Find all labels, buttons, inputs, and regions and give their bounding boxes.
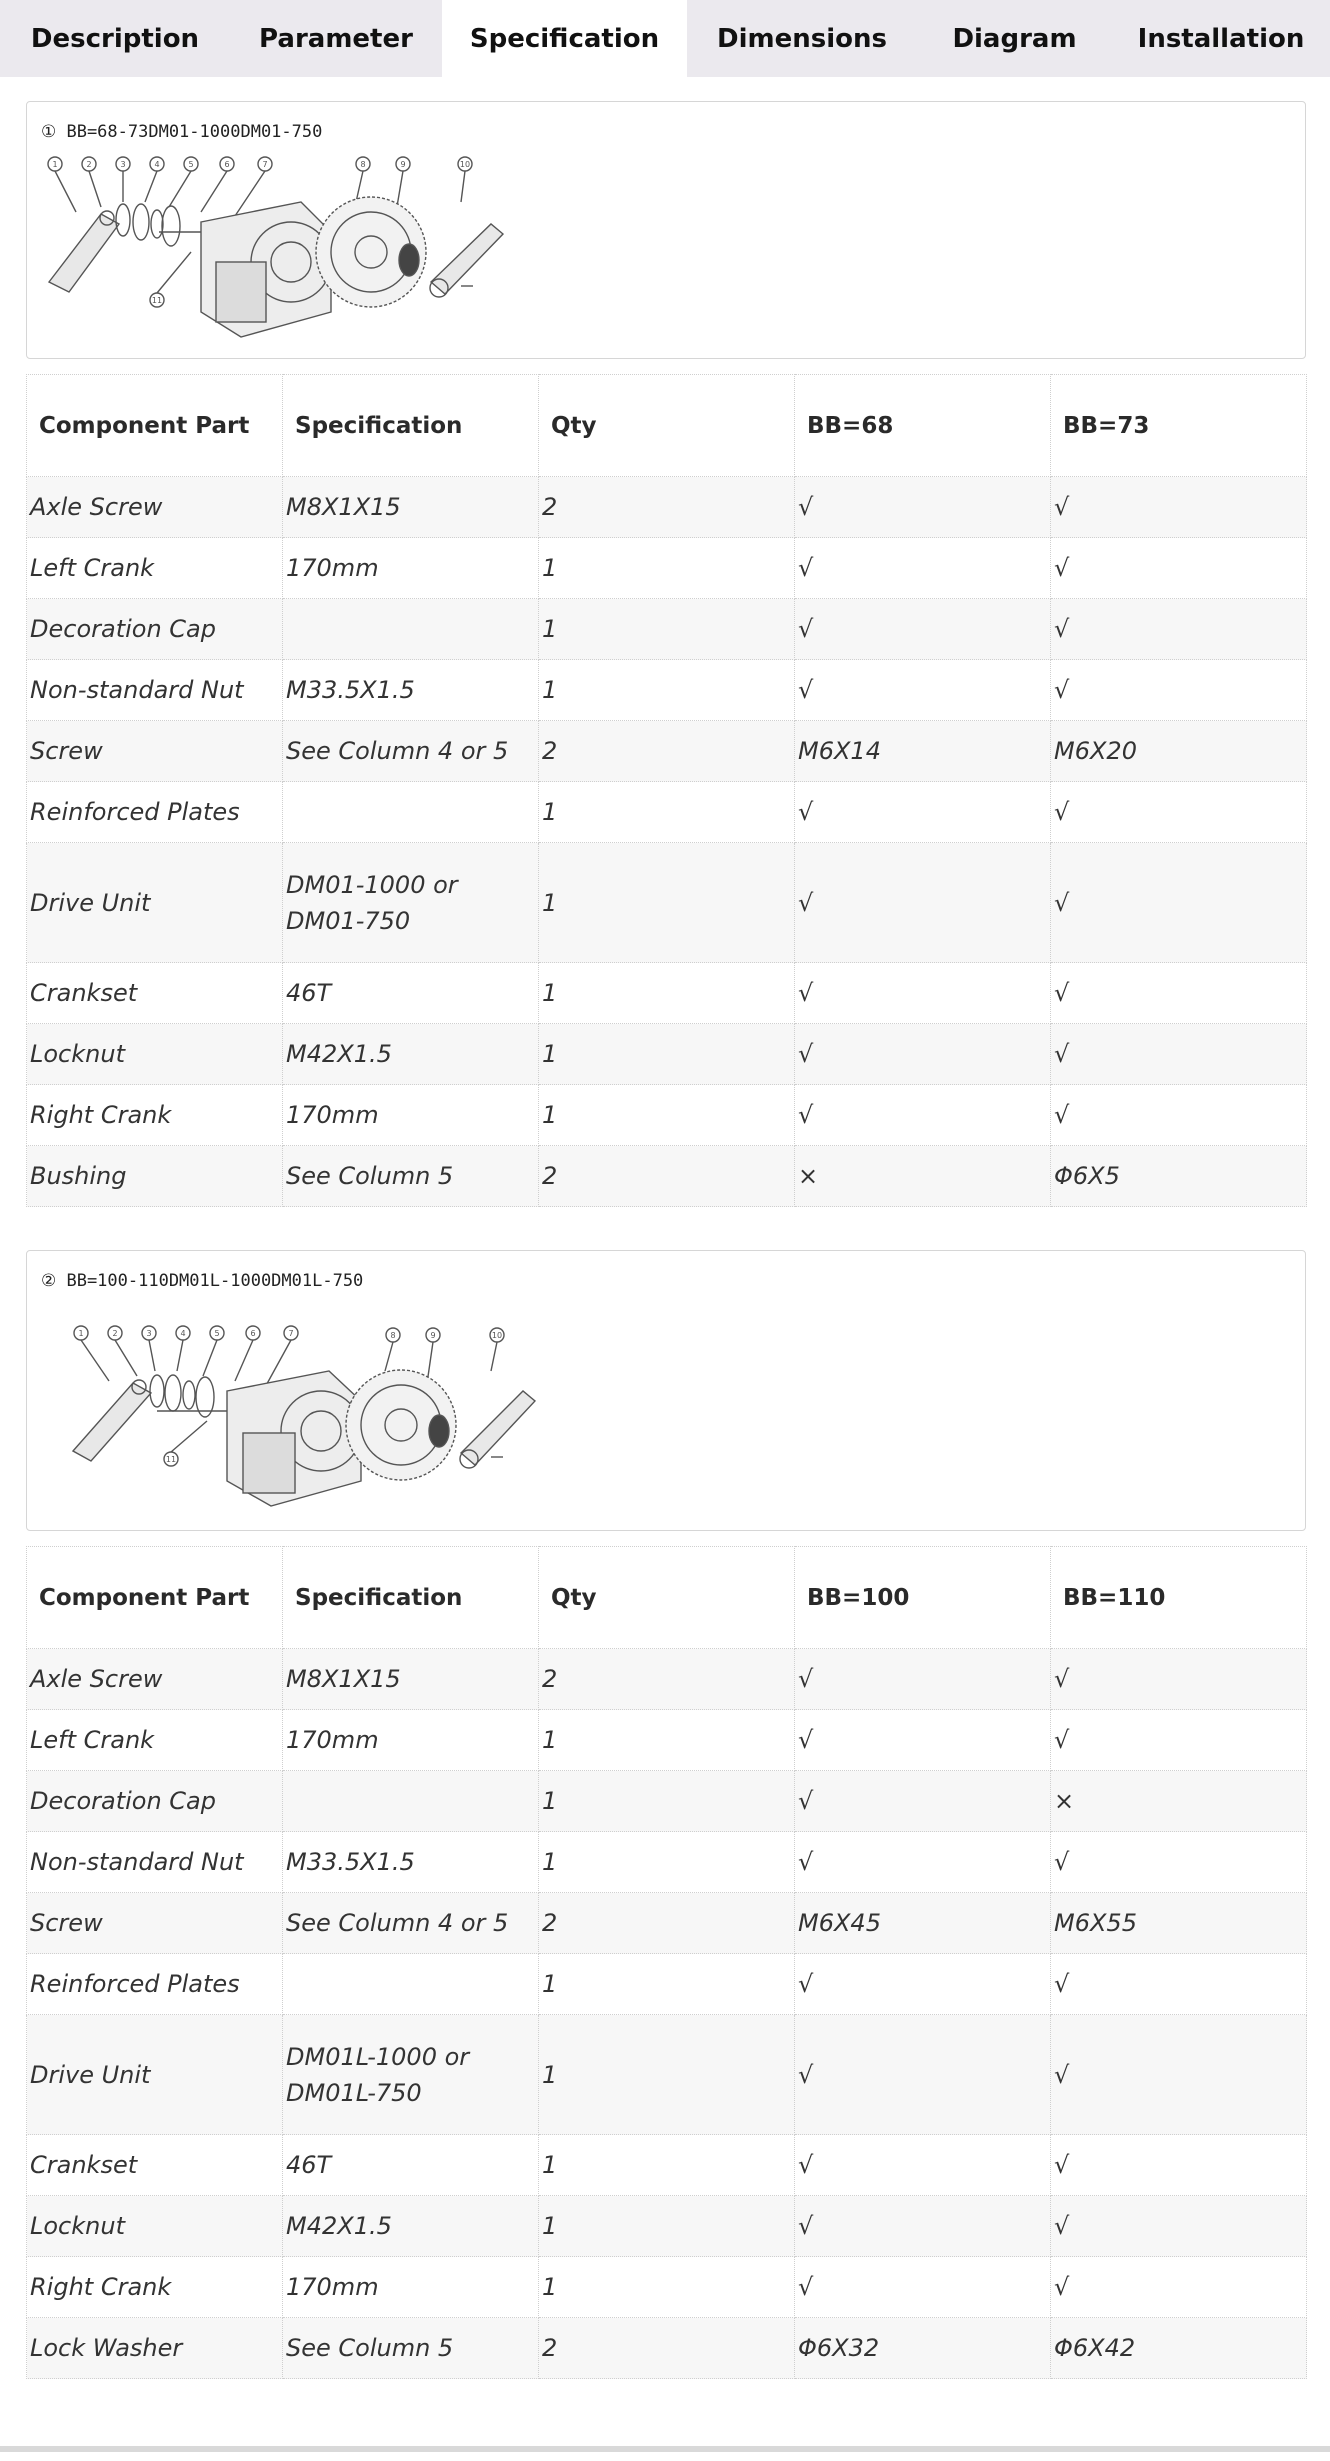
table-cell: Crankset — [27, 963, 283, 1024]
table-cell: × — [795, 1146, 1051, 1207]
tab-specification[interactable]: Specification — [442, 0, 687, 77]
table-cell: √ — [1051, 1024, 1307, 1085]
table-cell: M6X20 — [1051, 721, 1307, 782]
table-cell: √ — [1051, 599, 1307, 660]
table-cell: √ — [795, 660, 1051, 721]
table-cell: Φ6X5 — [1051, 1146, 1307, 1207]
table-cell: Decoration Cap — [27, 599, 283, 660]
table-cell: 1 — [539, 2015, 795, 2135]
table-cell: See Column 4 or 5 — [283, 1893, 539, 1954]
table-row — [27, 963, 1307, 1024]
table-cell: Lock Washer — [27, 2318, 283, 2379]
table-cell: √ — [1051, 660, 1307, 721]
table-cell: √ — [795, 1710, 1051, 1771]
table-cell: √ — [1051, 477, 1307, 538]
table-cell: Non-standard Nut — [27, 1832, 283, 1893]
table-row — [27, 1085, 1307, 1146]
table-cell: √ — [795, 1832, 1051, 1893]
table-cell: M6X14 — [795, 721, 1051, 782]
column-header: Qty — [539, 375, 795, 477]
table-cell: √ — [795, 843, 1051, 963]
table-cell: √ — [1051, 2257, 1307, 2318]
tab-parameter[interactable]: Parameter — [259, 23, 413, 54]
table-cell — [283, 1954, 539, 2015]
table-cell: √ — [1051, 2196, 1307, 2257]
table-cell: See Column 5 — [283, 2318, 539, 2379]
table-cell: Φ6X42 — [1051, 2318, 1307, 2379]
table-cell: Locknut — [27, 2196, 283, 2257]
table-cell: √ — [795, 2196, 1051, 2257]
table-cell: √ — [1051, 1954, 1307, 2015]
table-cell: 1 — [539, 1085, 795, 1146]
callout-number: 3 — [146, 1329, 152, 1338]
table-cell: 1 — [539, 599, 795, 660]
table-cell: 170mm — [283, 1710, 539, 1771]
tab-bar — [0, 0, 1330, 77]
table-cell: 2 — [539, 1146, 795, 1207]
callout-number: 11 — [165, 1455, 177, 1464]
table-cell: Axle Screw — [27, 1649, 283, 1710]
table-cell: See Column 4 or 5 — [283, 721, 539, 782]
table-row — [27, 538, 1307, 599]
table-cell: 1 — [539, 1771, 795, 1832]
callout-number: 11 — [151, 296, 163, 305]
table-cell: √ — [795, 538, 1051, 599]
table-cell: √ — [795, 2135, 1051, 2196]
callout-number: 2 — [86, 160, 92, 169]
table-row — [27, 660, 1307, 721]
table-cell: M42X1.5 — [283, 2196, 539, 2257]
table-row — [27, 2196, 1307, 2257]
table-cell: √ — [1051, 1085, 1307, 1146]
callout-number: 5 — [214, 1329, 220, 1338]
table-cell: 170mm — [283, 2257, 539, 2318]
table-cell: 46T — [283, 963, 539, 1024]
table-cell: × — [1051, 1771, 1307, 1832]
table-cell: Screw — [27, 1893, 283, 1954]
tab-installation[interactable]: Installation — [1137, 23, 1305, 54]
table-cell: 1 — [539, 843, 795, 963]
callout-number: 7 — [288, 1329, 294, 1338]
table-cell: √ — [1051, 843, 1307, 963]
table-row — [27, 477, 1307, 538]
table-cell: Left Crank — [27, 538, 283, 599]
table-cell: 1 — [539, 1832, 795, 1893]
table-cell: √ — [795, 1954, 1051, 2015]
table-cell: Reinforced Plates — [27, 1954, 283, 2015]
table-cell: Bushing — [27, 1146, 283, 1207]
table-cell: 1 — [539, 2257, 795, 2318]
diagram-title-1: ① BB=68-73DM01-1000DM01-750 — [41, 122, 323, 142]
table-row — [27, 2015, 1307, 2135]
table-row — [27, 2257, 1307, 2318]
callout-number: 8 — [360, 160, 366, 169]
table-cell: √ — [795, 1085, 1051, 1146]
callout-number: 7 — [262, 160, 268, 169]
table-cell: M6X55 — [1051, 1893, 1307, 1954]
callout-number: 9 — [400, 160, 406, 169]
table-cell: 2 — [539, 1893, 795, 1954]
table-cell: DM01L-1000 or DM01L-750 — [283, 2015, 539, 2135]
column-header: BB=100 — [795, 1547, 1051, 1649]
table-header-row — [27, 375, 1307, 477]
table-cell: √ — [795, 1649, 1051, 1710]
callout-number: 4 — [180, 1329, 186, 1338]
table-cell: √ — [795, 477, 1051, 538]
table-cell: √ — [795, 963, 1051, 1024]
table-row — [27, 1649, 1307, 1710]
table-row — [27, 782, 1307, 843]
callout-number: 6 — [250, 1329, 256, 1338]
table-cell — [283, 782, 539, 843]
table-row — [27, 843, 1307, 963]
table-cell: 1 — [539, 1954, 795, 2015]
callout-number: 5 — [188, 160, 194, 169]
table-cell: M6X45 — [795, 1893, 1051, 1954]
diagram-box-1 — [26, 101, 1306, 359]
table-row — [27, 1832, 1307, 1893]
table-cell: √ — [795, 782, 1051, 843]
table-row — [27, 1771, 1307, 1832]
table-row — [27, 1146, 1307, 1207]
table-cell — [283, 599, 539, 660]
table-cell: √ — [795, 1771, 1051, 1832]
table-row — [27, 721, 1307, 782]
table-cell: 2 — [539, 1649, 795, 1710]
tab-dimensions[interactable]: Dimensions — [717, 23, 887, 54]
table-row — [27, 2318, 1307, 2379]
table-cell: Drive Unit — [27, 2015, 283, 2135]
table-cell: 2 — [539, 2318, 795, 2379]
table-cell: 1 — [539, 538, 795, 599]
table-row — [27, 599, 1307, 660]
table-cell: See Column 5 — [283, 1146, 539, 1207]
table-cell: √ — [795, 1024, 1051, 1085]
callout-number: 8 — [390, 1331, 396, 1340]
table-header-row — [27, 1547, 1307, 1649]
exploded-diagram-1 — [41, 152, 521, 352]
table-cell: √ — [1051, 2135, 1307, 2196]
table-cell: 170mm — [283, 538, 539, 599]
table-cell: √ — [1051, 963, 1307, 1024]
table-cell: √ — [1051, 1649, 1307, 1710]
column-header: Component Part — [27, 375, 283, 477]
table-cell: 1 — [539, 782, 795, 843]
spec-table-2 — [26, 1546, 1307, 2379]
column-header: Component Part — [27, 1547, 283, 1649]
callout-number: 1 — [78, 1329, 84, 1338]
table-cell: √ — [1051, 1832, 1307, 1893]
table-cell: 1 — [539, 660, 795, 721]
table-cell: 170mm — [283, 1085, 539, 1146]
table-row — [27, 1954, 1307, 2015]
table-cell: Crankset — [27, 2135, 283, 2196]
table-cell: Decoration Cap — [27, 1771, 283, 1832]
table-cell: 1 — [539, 963, 795, 1024]
table-cell: Drive Unit — [27, 843, 283, 963]
callout-number: 1 — [52, 160, 58, 169]
table-cell: Right Crank — [27, 2257, 283, 2318]
exploded-diagram-2 — [67, 1321, 557, 1521]
table-cell: Axle Screw — [27, 477, 283, 538]
callout-number: 10 — [459, 160, 471, 169]
callout-number: 10 — [491, 1331, 503, 1340]
table-cell: √ — [795, 2257, 1051, 2318]
column-header: BB=73 — [1051, 375, 1307, 477]
table-cell: Right Crank — [27, 1085, 283, 1146]
column-header: BB=110 — [1051, 1547, 1307, 1649]
table-cell: 2 — [539, 477, 795, 538]
tab-diagram[interactable]: Diagram — [952, 23, 1077, 54]
diagram-title-2: ② BB=100-110DM01L-1000DM01L-750 — [41, 1271, 364, 1291]
table-cell: Screw — [27, 721, 283, 782]
diagram-box-2 — [26, 1250, 1306, 1531]
table-cell: √ — [795, 2015, 1051, 2135]
table-cell: 1 — [539, 1710, 795, 1771]
table-cell: Locknut — [27, 1024, 283, 1085]
table-row — [27, 1893, 1307, 1954]
column-header: BB=68 — [795, 375, 1051, 477]
spec-table-1 — [26, 374, 1307, 1207]
table-cell: √ — [1051, 2015, 1307, 2135]
table-cell: 1 — [539, 2135, 795, 2196]
column-header: Qty — [539, 1547, 795, 1649]
table-cell: 1 — [539, 2196, 795, 2257]
table-cell: 2 — [539, 721, 795, 782]
table-cell: DM01-1000 or DM01-750 — [283, 843, 539, 963]
table-cell: M33.5X1.5 — [283, 660, 539, 721]
table-cell: 46T — [283, 2135, 539, 2196]
table-cell: M33.5X1.5 — [283, 1832, 539, 1893]
table-cell: 1 — [539, 1024, 795, 1085]
table-row — [27, 2135, 1307, 2196]
table-row — [27, 1024, 1307, 1085]
table-cell: √ — [1051, 538, 1307, 599]
table-row — [27, 1710, 1307, 1771]
callout-number: 9 — [430, 1331, 436, 1340]
table-cell: √ — [1051, 1710, 1307, 1771]
callout-number: 4 — [154, 160, 160, 169]
table-cell: M42X1.5 — [283, 1024, 539, 1085]
table-cell: Φ6X32 — [795, 2318, 1051, 2379]
table-cell: Reinforced Plates — [27, 782, 283, 843]
callout-number: 2 — [112, 1329, 118, 1338]
table-cell: M8X1X15 — [283, 477, 539, 538]
column-header: Specification — [283, 375, 539, 477]
table-cell: √ — [1051, 782, 1307, 843]
table-cell — [283, 1771, 539, 1832]
tab-description[interactable]: Description — [30, 23, 200, 54]
table-cell: Non-standard Nut — [27, 660, 283, 721]
column-header: Specification — [283, 1547, 539, 1649]
callout-number: 6 — [224, 160, 230, 169]
callout-number: 3 — [120, 160, 126, 169]
table-cell: Left Crank — [27, 1710, 283, 1771]
table-cell: √ — [795, 599, 1051, 660]
table-cell: M8X1X15 — [283, 1649, 539, 1710]
